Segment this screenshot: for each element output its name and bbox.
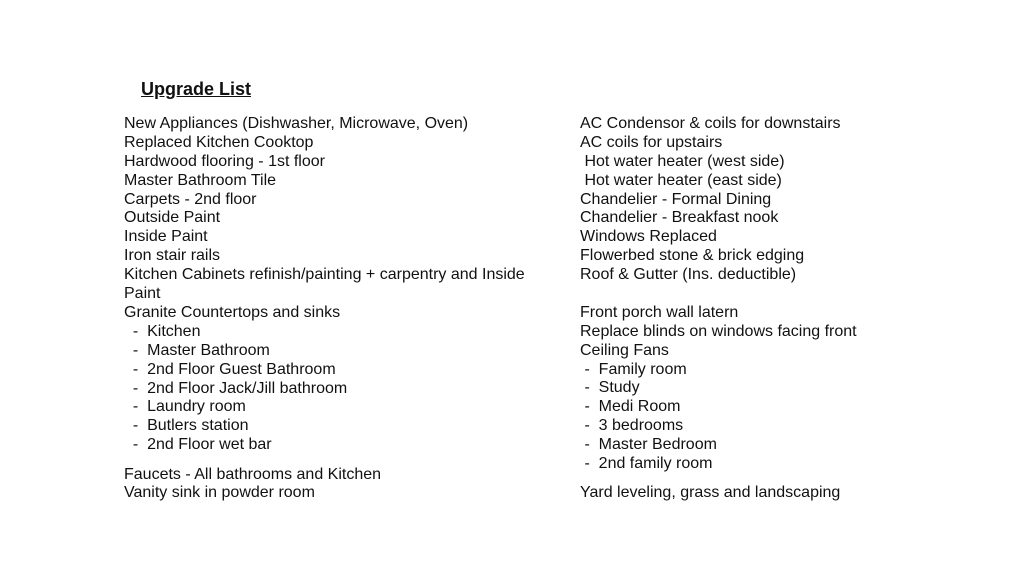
list-item: Chandelier - Breakfast nook	[580, 209, 779, 227]
upgrade-list-left-column	[124, 115, 544, 503]
list-subitem: - Kitchen	[124, 322, 201, 340]
list-item: Ceiling Fans	[580, 341, 669, 359]
list-item: Windows Replaced	[580, 228, 717, 246]
list-item: Carpets - 2nd floor	[124, 190, 257, 208]
list-subitem: - 3 bedrooms	[580, 417, 684, 435]
list-item: New Appliances (Dishwasher, Microwave, Oven)	[124, 115, 469, 132]
list-subitem: - Laundry room	[124, 398, 246, 416]
list-subitem: - Family room	[580, 360, 687, 378]
page-title: Upgrade List	[141, 79, 252, 99]
list-item: Faucets - All bathrooms and Kitchen	[124, 465, 382, 483]
list-subitem: - Master Bathroom	[124, 341, 270, 359]
list-subitem: - 2nd Floor Jack/Jill bathroom	[124, 379, 348, 397]
list-item: Replaced Kitchen Cooktop	[124, 133, 314, 151]
upgrade-list-right-column	[580, 115, 920, 503]
list-subitem: - 2nd family room	[580, 455, 713, 473]
list-item: Outside Paint	[124, 209, 221, 227]
spacer	[580, 285, 920, 304]
list-item: Hot water heater (east side)	[580, 171, 782, 189]
list-item: Flowerbed stone & brick edging	[580, 247, 805, 265]
list-subitem: - Study	[580, 379, 640, 397]
list-subitem: - 2nd Floor Guest Bathroom	[124, 360, 336, 378]
list-item: Kitchen Cabinets refinish/painting + carpentry and Inside Paint	[124, 266, 530, 303]
list-item: Inside Paint	[124, 228, 208, 246]
list-subitem: - Master Bedroom	[580, 436, 717, 454]
list-item: Roof & Gutter (Ins. deductible)	[580, 266, 797, 284]
list-item: Chandelier - Formal Dining	[580, 190, 772, 208]
list-subitem: - Medi Room	[580, 398, 681, 416]
list-item: AC Condensor & coils for downstairs	[580, 115, 841, 132]
list-item: Hardwood flooring - 1st floor	[124, 152, 325, 170]
list-subitem: - 2nd Floor wet bar	[124, 436, 272, 454]
spacer	[580, 474, 920, 485]
list-item: Master Bathroom Tile	[124, 171, 277, 189]
spacer	[124, 455, 544, 466]
list-subitem: - Butlers station	[124, 417, 249, 435]
list-item: Iron stair rails	[124, 247, 221, 265]
list-item: Vanity sink in powder room	[124, 484, 315, 502]
list-item: Granite Countertops and sinks	[124, 303, 341, 321]
list-item: Hot water heater (west side)	[580, 152, 785, 170]
list-item: Front porch wall latern	[580, 303, 739, 321]
list-item: Yard leveling, grass and landscaping	[580, 484, 841, 502]
list-item: Replace blinds on windows facing front	[580, 322, 857, 340]
list-item: AC coils for upstairs	[580, 133, 723, 151]
